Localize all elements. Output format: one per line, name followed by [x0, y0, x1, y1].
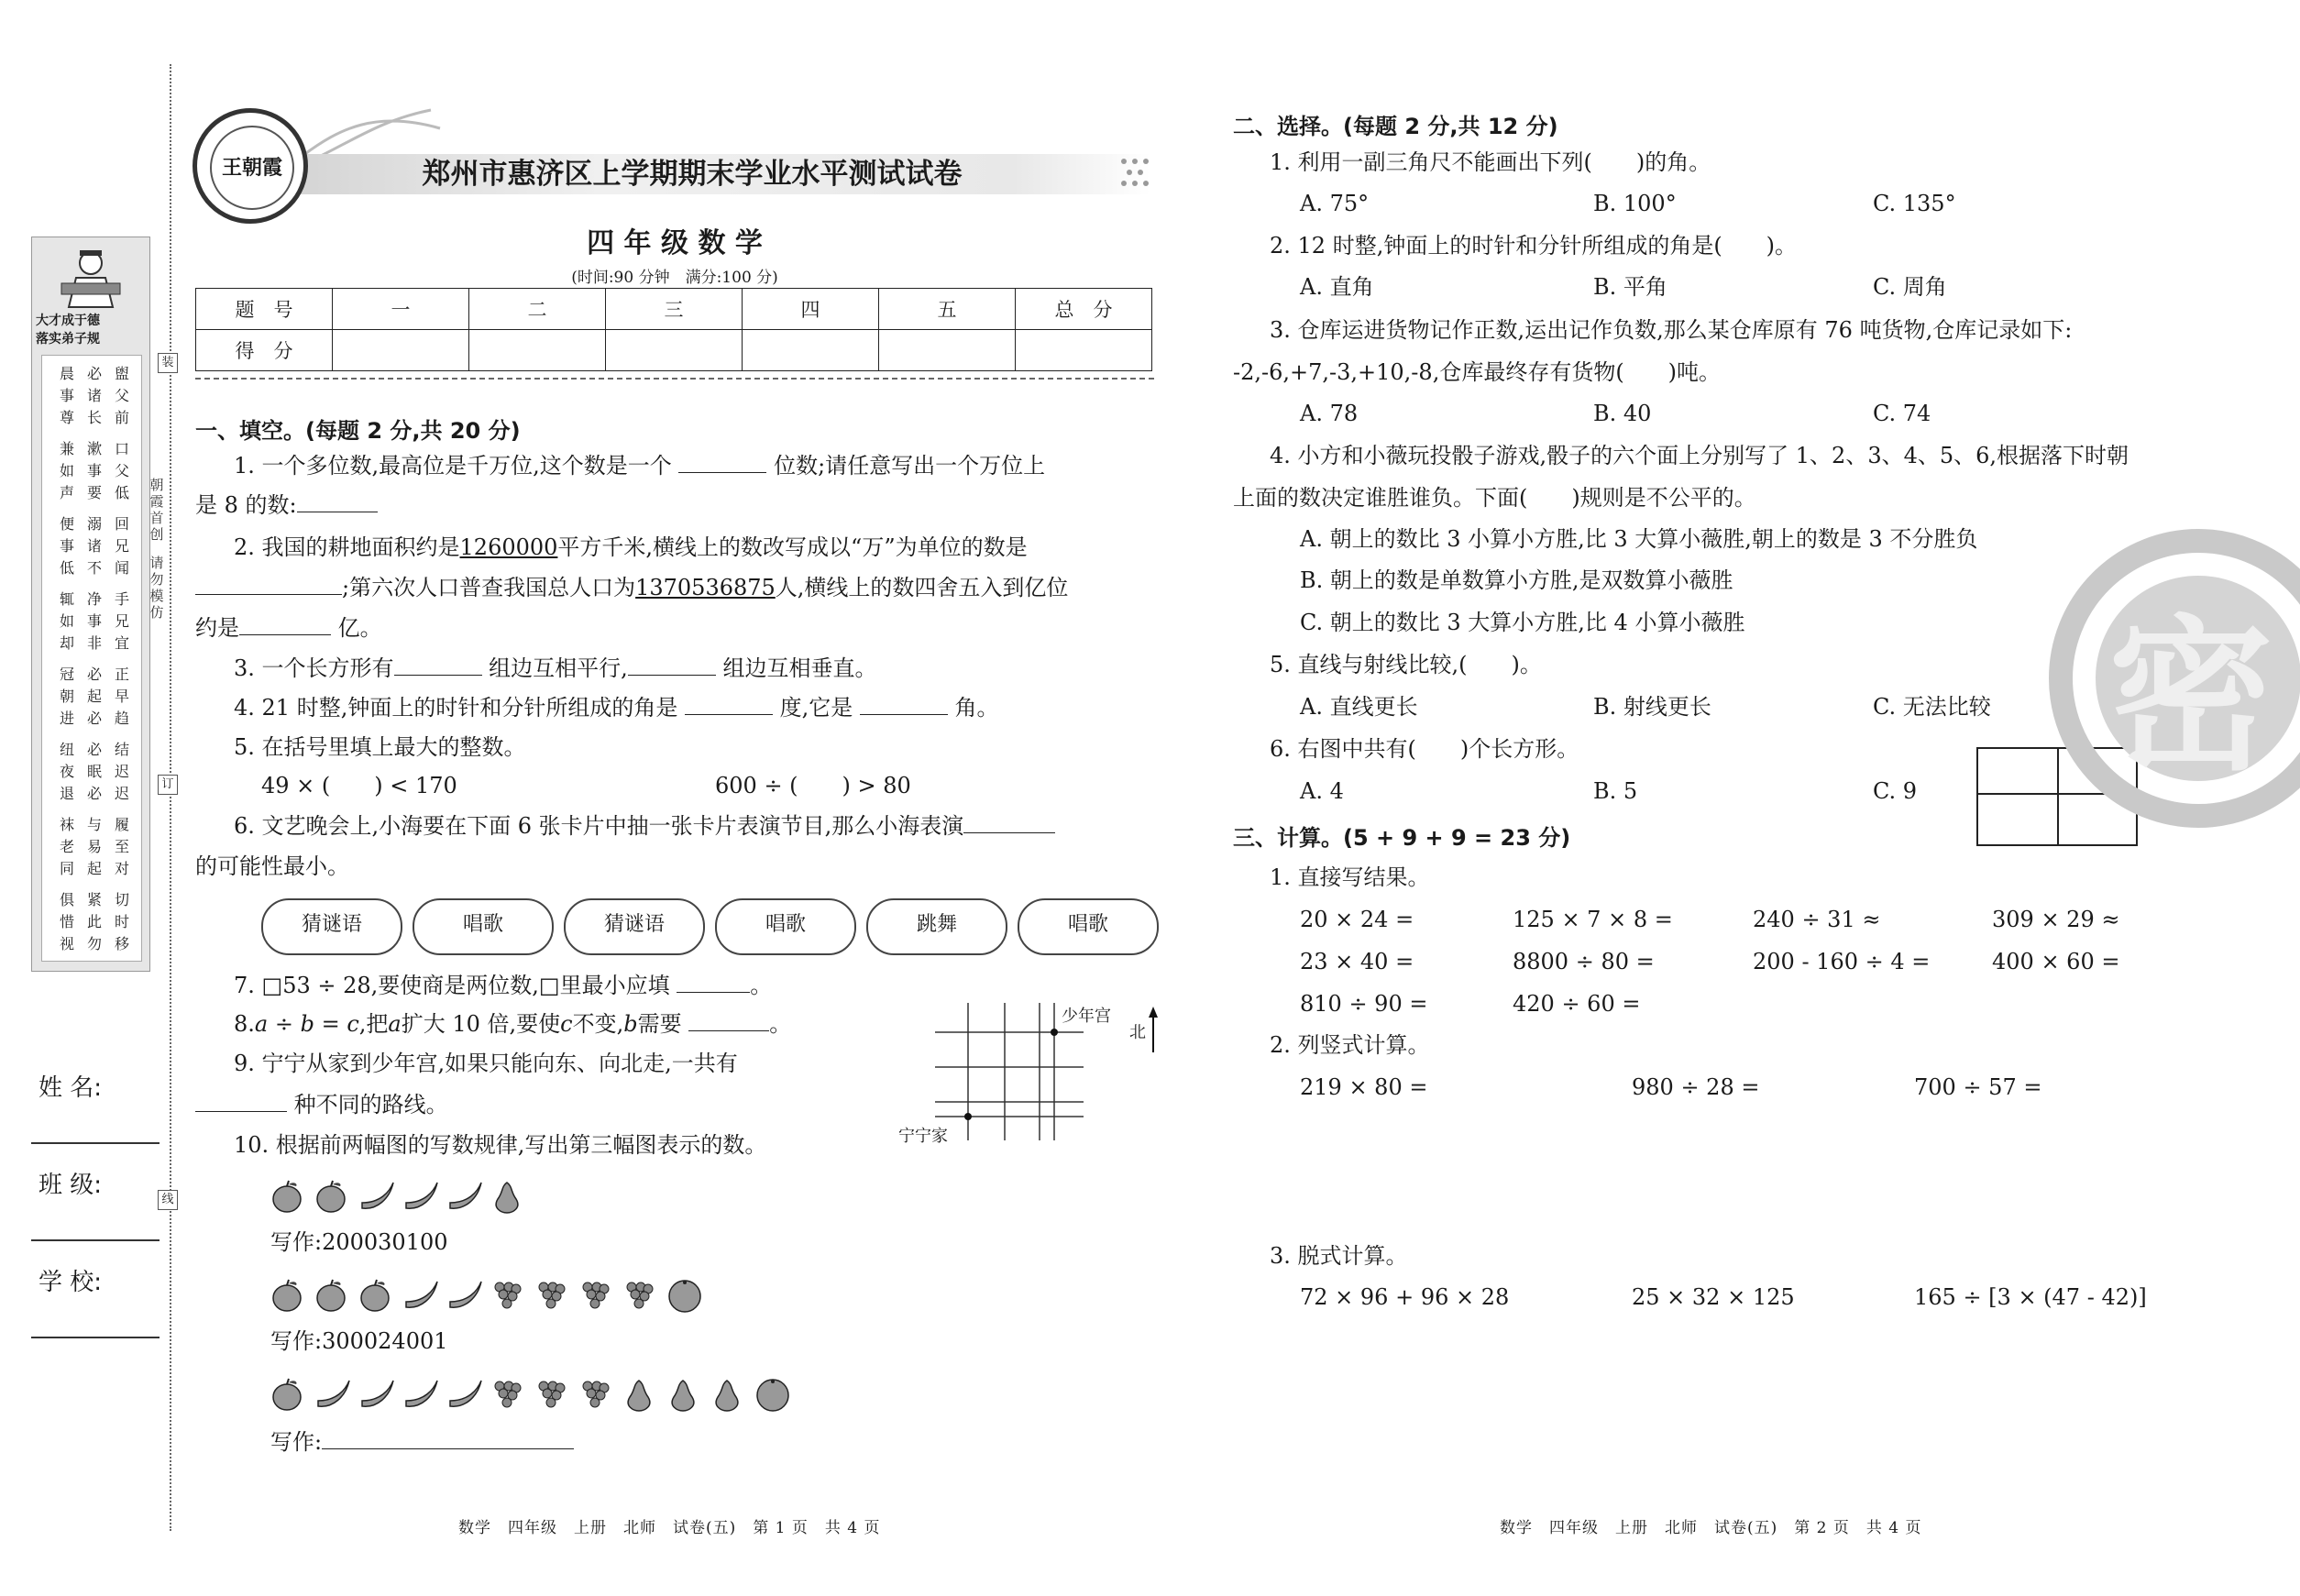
- table-cell: 总 分: [1016, 289, 1152, 330]
- q4-line: [234, 694, 999, 721]
- subject-title: 四 年 级 数 学: [587, 227, 763, 259]
- q3-blank-2[interactable]: [628, 656, 716, 676]
- p2-q2: 2. 12 时整,钟面上的时针和分针所组成的角是( )。: [1270, 233, 1798, 259]
- q2-blank-1[interactable]: [195, 576, 342, 595]
- write-3-label: 写作:: [270, 1429, 323, 1455]
- q8-text-a: 8.: [234, 1011, 255, 1037]
- p2-q1-option-a[interactable]: A. 75°: [1300, 191, 1370, 216]
- table-cell: 一: [333, 289, 469, 330]
- logo-text: 王朝霞: [210, 126, 294, 210]
- banana-icon: [358, 1377, 391, 1412]
- score-input-cell[interactable]: [333, 330, 469, 371]
- seal-mark-3: 线: [158, 1190, 178, 1210]
- orange-icon: [754, 1377, 787, 1412]
- p2-q1-option-b[interactable]: B. 100°: [1593, 191, 1677, 216]
- q2-text-d: 人,横线上的数四舍五入到亿位: [775, 575, 1069, 600]
- north-label: 北: [1129, 1023, 1146, 1042]
- motto-column: 便 事 低: [59, 515, 74, 577]
- score-table-header-row: [196, 289, 1152, 330]
- score-input-cell[interactable]: [879, 330, 1016, 371]
- stepwise-calc-3: 165 ÷ [3 × (47 - 42)]: [1914, 1284, 2147, 1310]
- motto-column: 紧 此 勿: [86, 891, 102, 952]
- q6-text-a: 6. 文艺晚会上,小海要在下面 6 张卡片中抽一张卡片表演节目,那么小海表演: [234, 813, 964, 839]
- card-4: 唱歌: [715, 898, 856, 955]
- q2-text-e: 约是: [195, 615, 239, 641]
- q3-text-c: 组边互相垂直。: [722, 655, 877, 681]
- p2-q5-option-c[interactable]: C. 无法比较: [1873, 694, 1991, 720]
- q4-text-c: 角。: [954, 695, 999, 721]
- motto-column: 手 兄 宜: [114, 590, 129, 652]
- motto-column: 切 时 移: [114, 891, 129, 952]
- home-label: 宁宁家: [898, 1127, 948, 1146]
- p2-q4-line2: 上面的数决定谁胜谁负。下面( )规则是不公平的。: [1233, 485, 1756, 511]
- motto-column: 溺 诸 不: [86, 515, 102, 577]
- p2-q4-option-b[interactable]: B. 朝上的数是单数算小方胜,是双数算小薇胜: [1300, 567, 1733, 593]
- footer-page-2: 数学 四年级 上册 北师 试卷(五) 第 2 页 共 4 页: [1500, 1519, 1922, 1537]
- grape-icon: [534, 1278, 567, 1313]
- p2-q2-option-b[interactable]: B. 平角: [1593, 274, 1667, 300]
- part3-heading: 三、计算。(5 + 9 + 9 = 23 分): [1233, 825, 1571, 851]
- calc-2-4: 400 × 60 =: [1992, 949, 2120, 974]
- p2-q1: 1. 利用一副三角尺不能画出下列( )的角。: [1270, 149, 1711, 175]
- grape-icon: [578, 1377, 611, 1412]
- q9-line2: [195, 1091, 448, 1118]
- calc-1-3: 240 ÷ 31 ≈: [1753, 907, 1881, 932]
- route-grid-diagram: [926, 997, 1164, 1144]
- apple-icon: [270, 1377, 303, 1412]
- scholar-illustration-icon: [56, 247, 126, 309]
- vertical-note-2: 请勿模仿: [149, 555, 164, 621]
- q2-number-2: 1370536875: [635, 575, 776, 600]
- q9-blank[interactable]: [195, 1093, 287, 1112]
- pear-icon: [490, 1179, 523, 1214]
- table-cell: 三: [606, 289, 743, 330]
- p2-q3-option-a[interactable]: A. 78: [1300, 401, 1359, 426]
- q4-blank-2[interactable]: [860, 696, 948, 715]
- table-cell: 四: [743, 289, 879, 330]
- name-label: 姓 名:: [39, 1074, 103, 1102]
- school-field[interactable]: [31, 1337, 160, 1338]
- class-field[interactable]: [31, 1239, 160, 1241]
- p2-q5: 5. 直线与射线比较,( )。: [1270, 652, 1542, 677]
- q3-text-a: 3. 一个长方形有: [234, 655, 394, 681]
- motto-column: 正 早 趋: [114, 666, 129, 727]
- motto-column: 冠 朝 进: [59, 666, 74, 727]
- banana-icon: [314, 1377, 347, 1412]
- q1-text-a: 1. 一个多位数,最高位是千万位,这个数是一个: [234, 453, 672, 479]
- q2-line3: [195, 614, 382, 642]
- class-label: 班 级:: [39, 1172, 103, 1199]
- banana-icon: [446, 1179, 479, 1214]
- motto-line-1: 大才成于德: [36, 314, 100, 328]
- q8-var-b: b: [623, 1011, 638, 1037]
- q9-text-b: 种不同的路线。: [293, 1092, 448, 1117]
- score-table: [195, 288, 1152, 371]
- vertical-calc-1: 219 × 80 =: [1300, 1074, 1428, 1100]
- score-input-cell[interactable]: [743, 330, 879, 371]
- motto-line-2: 落实弟子规: [36, 332, 100, 347]
- table-cell: 五: [879, 289, 1016, 330]
- q8-text-i: 需要: [637, 1011, 682, 1037]
- q1-text-c: 是 8 的数:: [195, 492, 297, 518]
- q8-var-a: a: [388, 1011, 402, 1037]
- apple-icon: [270, 1179, 303, 1214]
- p2-q4-line1: 4. 小方和小薇玩投骰子游戏,骰子的六个面上分别写了 1、2、3、4、5、6,根据落下时朝: [1270, 443, 2129, 468]
- calc-2-1: 23 × 40 =: [1300, 949, 1414, 974]
- write-3-blank[interactable]: [322, 1430, 574, 1449]
- vertical-calc-2: 980 ÷ 28 =: [1632, 1074, 1760, 1100]
- p3-s1: 1. 直接写结果。: [1270, 864, 1430, 890]
- q2-number-1: 1260000: [459, 534, 558, 560]
- q2-text-b: 平方千米,横线上的数改写成以“万”为单位的数是: [557, 534, 1028, 560]
- q2-text-a: 2. 我国的耕地面积约是: [234, 534, 460, 560]
- orange-icon: [666, 1278, 699, 1313]
- stepwise-calc-1: 72 × 96 + 96 × 28: [1300, 1284, 1510, 1310]
- banana-icon: [446, 1278, 479, 1313]
- p2-q1-option-c[interactable]: C. 135°: [1873, 191, 1956, 216]
- motto-text-box: [41, 355, 142, 962]
- banana-icon: [446, 1377, 479, 1412]
- q3-line: [234, 655, 876, 682]
- p3-s2: 2. 列竖式计算。: [1270, 1032, 1430, 1058]
- q8-line: 8.a ÷ b = c,把a扩大 10 倍,要使c不变,b需要 。: [234, 1011, 792, 1037]
- q4-text-a: 4. 21 时整,钟面上的时针和分针所组成的角是: [234, 695, 678, 721]
- card-3: 猜谜语: [564, 898, 705, 955]
- motto-column: 必 眠 必: [86, 741, 102, 802]
- footer-page-1: 数学 四年级 上册 北师 试卷(五) 第 1 页 共 4 页: [458, 1519, 881, 1537]
- calc-3-1: 810 ÷ 90 =: [1300, 991, 1428, 1017]
- table-cell: 题 号: [196, 289, 333, 330]
- motto-column: 纽 夜 退: [59, 741, 74, 802]
- calc-3-2: 420 ÷ 60 =: [1513, 991, 1641, 1017]
- banana-icon: [402, 1278, 435, 1313]
- q3-text-b: 组边互相平行,: [489, 655, 628, 681]
- motto-column: 俱 惜 视: [59, 891, 74, 952]
- motto-column: 漱 事 要: [86, 440, 102, 501]
- write-1: 写作:200030100: [270, 1229, 448, 1255]
- p2-q2-option-c[interactable]: C. 周角: [1873, 274, 1947, 300]
- header-divider: [195, 378, 1154, 380]
- p2-q3-option-b[interactable]: B. 40: [1593, 401, 1652, 426]
- motto-column: 结 迟 迟: [114, 741, 129, 802]
- q7-text: 7. □53 ÷ 28,要使商是两位数,□里最小应填: [234, 973, 670, 998]
- motto-column: 晨 事 尊: [59, 365, 74, 426]
- banana-icon: [402, 1377, 435, 1412]
- q8-text-e: 扩大 10 倍,要使: [401, 1011, 561, 1037]
- stepwise-calc-2: 25 × 32 × 125: [1632, 1284, 1795, 1310]
- table-cell: 二: [469, 289, 606, 330]
- p2-q5-option-b[interactable]: B. 射线更长: [1593, 694, 1711, 720]
- p2-q6: 6. 右图中共有( )个长方形。: [1270, 736, 1579, 762]
- q1-blank-2[interactable]: [297, 493, 378, 512]
- name-field[interactable]: [31, 1142, 160, 1144]
- motto-column: 履 至 对: [114, 816, 129, 877]
- card-6: 唱歌: [1018, 898, 1159, 955]
- part2-heading: 二、选择。(每题 2 分,共 12 分): [1233, 114, 1558, 139]
- binding-dotted-line: [170, 64, 171, 1531]
- q9-text-a: 9. 宁宁从家到少年宫,如果只能向东、向北走,一共有: [234, 1051, 738, 1076]
- motto-column: 净 事 非: [86, 590, 102, 652]
- score-input-cell[interactable]: [606, 330, 743, 371]
- q8-blank[interactable]: [688, 1012, 769, 1031]
- p2-q5-option-a[interactable]: A. 直线更长: [1300, 694, 1418, 720]
- calc-2-3: 200 - 160 ÷ 4 =: [1753, 949, 1931, 974]
- motto-panel: [31, 237, 150, 972]
- p2-q6-option-c[interactable]: C. 9: [1873, 778, 1918, 804]
- q10-text: 10. 根据前两幅图的写数规律,写出第三幅图表示的数。: [234, 1132, 767, 1158]
- motto-column: 口 父 低: [114, 440, 129, 501]
- motto-column: 兼 如 声: [59, 440, 74, 501]
- motto-column: 与 易 起: [86, 816, 102, 877]
- calc-1-4: 309 × 29 ≈: [1992, 907, 2120, 932]
- q5-text: 5. 在括号里填上最大的整数。: [234, 734, 526, 760]
- part1-heading: 一、填空。(每题 2 分,共 20 分): [195, 418, 521, 444]
- vertical-calc-3: 700 ÷ 57 =: [1914, 1074, 2042, 1100]
- p2-q3-line1: 3. 仓库运进货物记作正数,运出记作负数,那么某仓库原有 76 吨货物,仓库记录如下:: [1270, 317, 2073, 343]
- exam-title: 郑州市惠济区上学期期末学业水平测试试卷: [422, 158, 963, 191]
- p2-q6-option-a[interactable]: A. 4: [1300, 778, 1344, 804]
- p2-q3-option-c[interactable]: C. 74: [1873, 401, 1931, 426]
- p2-q3-line2: -2,-6,+7,-3,+10,-8,仓库最终存有货物( )吨。: [1233, 359, 1722, 385]
- apple-icon: [270, 1278, 303, 1313]
- pear-icon: [710, 1377, 743, 1412]
- q7-line: 7. □53 ÷ 28,要使商是两位数,□里最小应填 。: [234, 973, 773, 998]
- q4-blank-1[interactable]: [685, 696, 773, 715]
- write-2: 写作:300024001: [270, 1328, 448, 1354]
- apple-icon: [314, 1179, 347, 1214]
- apple-icon: [314, 1278, 347, 1313]
- motto-column: 必 起 必: [86, 666, 102, 727]
- vertical-note-1: 朝霞首创: [149, 477, 164, 543]
- q1-line2: [195, 491, 378, 519]
- q8-var-c: c: [560, 1011, 573, 1037]
- motto-column: 必 诸 长: [86, 365, 102, 426]
- q7-blank[interactable]: [677, 974, 750, 993]
- q8-text-c: ,把: [358, 1011, 389, 1037]
- q6-blank[interactable]: [963, 814, 1055, 833]
- q8-expr: a ÷ b = c: [254, 1011, 359, 1037]
- banana-icon: [402, 1179, 435, 1214]
- card-2: 唱歌: [413, 898, 554, 955]
- table-cell: 得 分: [196, 330, 333, 371]
- apple-icon: [358, 1278, 391, 1313]
- score-input-cell[interactable]: [469, 330, 606, 371]
- q6-text-b: 的可能性最小。: [195, 853, 349, 879]
- exam-meta: (时间:90 分钟 满分:100 分): [571, 269, 778, 287]
- score-input-cell[interactable]: [1016, 330, 1152, 371]
- motto-column: 回 兄 闻: [114, 515, 129, 577]
- q2-text-f: 亿。: [337, 615, 382, 641]
- pear-icon: [622, 1377, 655, 1412]
- calc-1-1: 20 × 24 =: [1300, 907, 1414, 932]
- p2-q4-option-a[interactable]: A. 朝上的数比 3 小算小方胜,比 3 大算小薇胜,朝上的数是 3 不分胜负: [1300, 526, 1978, 552]
- grape-icon: [578, 1278, 611, 1313]
- seal-mark-2: 订: [158, 775, 178, 795]
- q5-expr-b: 600 ÷ ( ) > 80: [715, 773, 911, 798]
- q3-blank-1[interactable]: [394, 656, 482, 676]
- pear-icon: [666, 1377, 699, 1412]
- card-1: 猜谜语: [261, 898, 402, 955]
- grape-icon: [534, 1377, 567, 1412]
- school-label: 学 校:: [39, 1269, 103, 1296]
- q5-expr-a: 49 × ( ) < 170: [261, 773, 457, 798]
- banana-icon: [358, 1179, 391, 1214]
- q1-blank-1[interactable]: [678, 454, 766, 473]
- q2-blank-2[interactable]: [239, 616, 331, 635]
- p2-q4-option-c[interactable]: C. 朝上的数比 3 大算小方胜,比 4 小算小薇胜: [1300, 610, 1745, 635]
- q1-line1: [234, 452, 1045, 479]
- q8-text-g: 不变,: [572, 1011, 624, 1037]
- card-5: 跳舞: [866, 898, 1007, 955]
- calc-1-2: 125 × 7 × 8 =: [1513, 907, 1673, 932]
- grape-icon: [490, 1278, 523, 1313]
- write-3-line: [270, 1428, 574, 1456]
- p2-q6-option-b[interactable]: B. 5: [1593, 778, 1638, 804]
- watermark-char: 密: [2108, 600, 2274, 793]
- q2-line1: [234, 534, 1028, 561]
- motto-column: 袜 老 同: [59, 816, 74, 877]
- q6-line1: [234, 812, 1055, 840]
- q2-line2: [195, 574, 1068, 601]
- palace-label: 少年宫: [1062, 1007, 1111, 1026]
- seal-mark-1: 装: [158, 353, 178, 373]
- q2-text-c: ;第六次人口普查我国总人口为: [342, 575, 636, 600]
- grape-icon: [490, 1377, 523, 1412]
- grape-icon: [622, 1278, 655, 1313]
- motto-column: 盥 父 前: [114, 365, 129, 426]
- p2-q2-option-a[interactable]: A. 直角: [1300, 274, 1374, 300]
- p3-s3: 3. 脱式计算。: [1270, 1243, 1408, 1269]
- score-table-score-row: [196, 330, 1152, 371]
- publisher-logo: [193, 108, 308, 224]
- q4-text-b: 度,它是: [779, 695, 853, 721]
- calc-2-2: 8800 ÷ 80 =: [1513, 949, 1655, 974]
- motto-column: 辄 如 却: [59, 590, 74, 652]
- q1-text-b: 位数;请任意写出一个万位上: [774, 453, 1046, 479]
